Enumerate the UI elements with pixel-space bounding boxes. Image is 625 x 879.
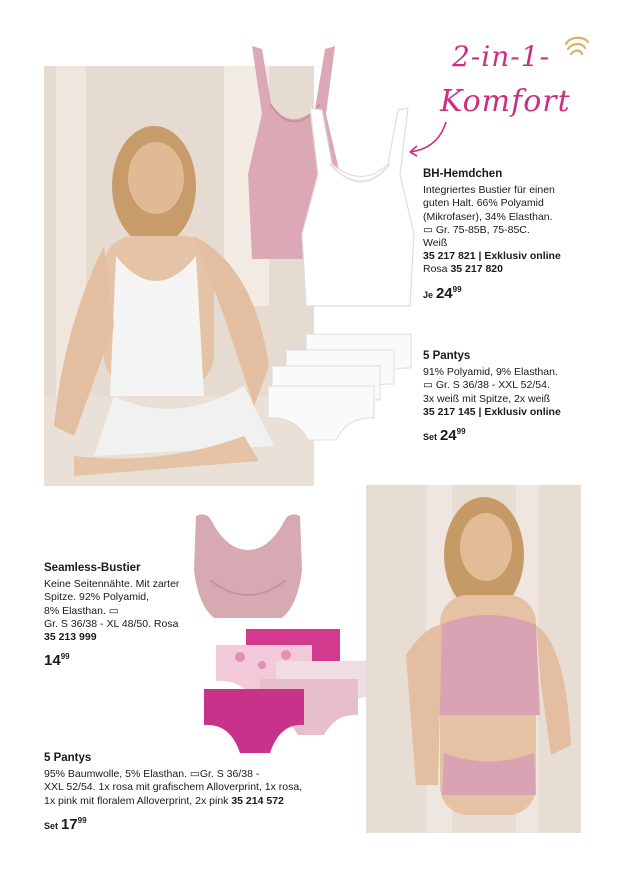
article-number: 35 213 999 bbox=[44, 631, 97, 644]
pink-pantys-product-image bbox=[200, 625, 380, 760]
product-pantys-pink bbox=[44, 752, 344, 833]
product-sizes: Gr. 75-85B, 75-85C. bbox=[435, 223, 530, 236]
price bbox=[440, 427, 466, 444]
price bbox=[44, 652, 70, 669]
product-seamless-bustier bbox=[44, 562, 224, 669]
product-description-line: Integriertes Bustier für einen bbox=[423, 184, 555, 197]
wash-symbol-icon: ▭ bbox=[189, 768, 200, 781]
product-title: 5 Pantys bbox=[423, 350, 471, 362]
price bbox=[436, 285, 462, 302]
camisole-product-image bbox=[240, 44, 425, 309]
product-sizes: Gr. S 36/38 - bbox=[199, 768, 260, 781]
product-description-line: Spitze. 92% Polyamid, bbox=[44, 591, 150, 604]
product-color: Rosa bbox=[423, 263, 448, 276]
product-title: BH-Hemdchen bbox=[423, 168, 503, 180]
product-description-line: 95% Baumwolle, 5% Elasthan. bbox=[44, 768, 187, 781]
product-colors: 3x weiß mit Spitze, 2x weiß bbox=[423, 392, 551, 405]
white-pantys-product-image bbox=[266, 330, 416, 445]
price-prefix: Set bbox=[423, 432, 438, 443]
article-number: 35 217 821 bbox=[423, 250, 476, 263]
model-photo-bustier bbox=[366, 485, 581, 833]
price-main: 14 bbox=[44, 652, 61, 670]
product-description-line: 8% Elasthan. bbox=[44, 604, 106, 617]
price bbox=[61, 816, 87, 833]
article-number: 35 214 572 bbox=[231, 794, 284, 807]
exclusive-online-note: | Exklusiv online bbox=[478, 250, 561, 263]
article-number: 35 217 145 bbox=[423, 405, 476, 418]
price-prefix: Je bbox=[423, 289, 434, 300]
product-description-line: (Mikrofaser), 34% Elasthan. bbox=[423, 210, 553, 223]
tchibo-logo-icon bbox=[562, 34, 592, 60]
price-cents: 99 bbox=[452, 284, 462, 294]
wash-symbol-icon: ▭ bbox=[423, 379, 433, 392]
product-sizes: Gr. S 36/38 - XL 48/50. Rosa bbox=[44, 617, 179, 630]
price-cents: 99 bbox=[60, 652, 70, 662]
product-description-line: guten Halt. 66% Polyamid bbox=[423, 197, 544, 210]
product-bh-hemdchen bbox=[423, 168, 618, 302]
product-description-line: Keine Seitennähte. Mit zarter bbox=[44, 578, 180, 591]
product-pantys-white bbox=[423, 350, 618, 444]
price-cents: 99 bbox=[456, 427, 466, 437]
product-sizes: Gr. S 36/38 - XXL 52/54. bbox=[435, 379, 550, 392]
exclusive-online-note: | Exklusiv online bbox=[478, 405, 561, 418]
price-prefix: Set bbox=[44, 820, 59, 831]
product-description-line: 91% Polyamid, 9% Elasthan. bbox=[423, 366, 558, 379]
product-title: Seamless-Bustier bbox=[44, 562, 141, 574]
price-main: 24 bbox=[435, 284, 453, 302]
price-main: 17 bbox=[60, 815, 78, 833]
price-main: 24 bbox=[439, 427, 457, 445]
wash-symbol-icon: ▭ bbox=[108, 604, 119, 617]
product-title: 5 Pantys bbox=[44, 752, 92, 764]
article-number: 35 217 820 bbox=[450, 263, 503, 276]
product-description-line: XXL 52/54. 1x rosa mit grafischem Alloverprint, 1x rosa, bbox=[44, 781, 303, 794]
product-color: Weiß bbox=[423, 237, 448, 250]
wash-symbol-icon: ▭ bbox=[423, 223, 433, 236]
price-cents: 99 bbox=[77, 815, 87, 825]
headline-line-1: 2-in-1- bbox=[452, 40, 550, 73]
headline-line-2: Komfort bbox=[440, 84, 571, 119]
product-description-line: 1x pink mit floralem Alloverprint, 2x pink bbox=[44, 794, 229, 807]
